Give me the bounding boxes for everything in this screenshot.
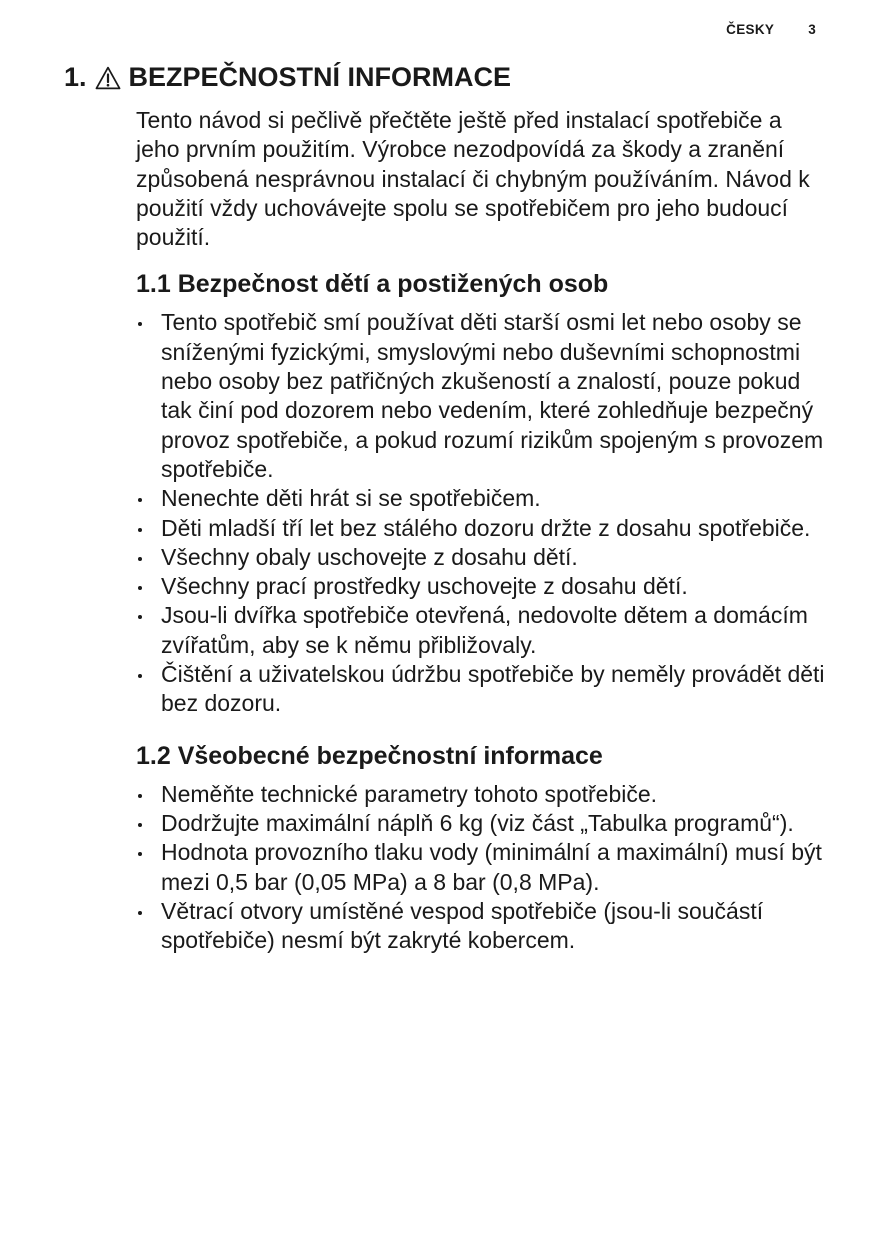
- content-body: [136, 106, 826, 955]
- list-item: Nenechte děti hrát si se spotřebičem.: [136, 484, 826, 513]
- chapter-number: 1.: [64, 62, 87, 92]
- list-item: Všechny prací prostředky uschovejte z dosahu dětí.: [136, 572, 826, 601]
- list-item: Větrací otvory umístěné vespod spotřebiče (jsou-li součástí spotřebiče) nesmí být zakryté kobercem.: [136, 897, 826, 956]
- list-item: Neměňte technické parametry tohoto spotřebiče.: [136, 780, 826, 809]
- list-item: Dodržujte maximální náplň 6 kg (viz část „Tabulka programů“).: [136, 809, 826, 838]
- general-safety-list: [136, 780, 826, 956]
- list-item: Hodnota provozního tlaku vody (minimální a maximální) musí být mezi 0,5 bar (0,05 MPa) a 8 bar (0,8 MPa).: [136, 838, 826, 897]
- section-heading-child-safety: 1.1 Bezpečnost dětí a postižených osob: [136, 270, 609, 299]
- chapter-heading: [64, 62, 511, 93]
- warning-triangle-icon: [95, 66, 121, 90]
- page-number: 3: [808, 22, 816, 37]
- language-label: ČESKY: [726, 22, 775, 37]
- list-item: Děti mladší tří let bez stálého dozoru držte z dosahu spotřebiče.: [136, 514, 826, 543]
- intro-paragraph: Tento návod si pečlivě přečtěte ještě před instalací spotřebiče a jeho prvním použitím. Výrobce nezodpovídá za škody a zranění způsobená nesprávnou instalací či chybným používáním. Návod k použití vždy uchovávejte spolu se spotřebičem pro jeho budoucí použití.: [136, 107, 810, 251]
- list-item: Čištění a uživatelskou údržbu spotřebiče by neměly provádět děti bez dozoru.: [136, 660, 826, 719]
- chapter-title: BEZPEČNOSTNÍ INFORMACE: [128, 62, 512, 92]
- list-item: Jsou-li dvířka spotřebiče otevřená, nedovolte dětem a domácím zvířatům, aby se k němu přibližovaly.: [136, 601, 826, 660]
- running-header: [726, 22, 816, 37]
- child-safety-list: [136, 308, 826, 718]
- section-heading-general-safety: 1.2 Všeobecné bezpečnostní informace: [136, 741, 603, 770]
- list-item: Tento spotřebič smí používat děti starší osmi let nebo osoby se sníženými fyzickými, smyslovými nebo duševními schopnostmi nebo osoby bez patřičných zkušeností a znalostí, pouze pokud tak činí pod dozorem nebo vedením, které zohledňuje bezpečný provoz spotřebiče, a pokud rozumí rizikům spojeným s provozem spotřebiče.: [136, 308, 826, 484]
- list-item: Všechny obaly uschovejte z dosahu dětí.: [136, 543, 826, 572]
